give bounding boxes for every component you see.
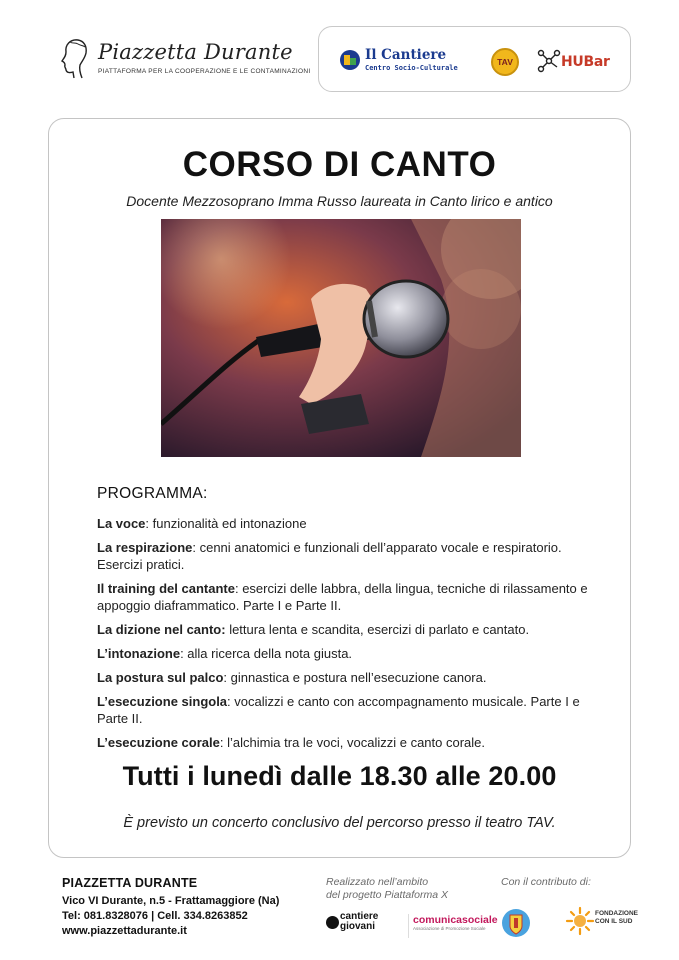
program-item (97, 693, 597, 727)
realized-line-2: del progetto Piattaforma X (326, 889, 448, 901)
program-item-title: La voce (97, 516, 146, 531)
partners-box (318, 26, 631, 92)
program-item (97, 515, 597, 532)
program-item (97, 621, 597, 638)
network-nodes-icon (537, 49, 561, 73)
program-item-title: L’esecuzione corale (97, 735, 220, 750)
address: Vico VI Durante, n.5 - Frattamaggiore (Na) (62, 895, 280, 907)
program-item-desc: : alla ricerca della nota giusta. (180, 646, 353, 661)
org-name: PIAZZETTA DURANTE (62, 876, 198, 890)
program-item (97, 669, 597, 686)
brand-header (56, 36, 311, 84)
website-link[interactable]: www.piazzettadurante.it (62, 925, 187, 937)
comunica-sociale-logo (408, 914, 498, 938)
cantiere-name: Il Cantiere (365, 47, 447, 63)
cantiere-giovani-dot-icon (326, 916, 339, 929)
tav-logo: TAV (491, 48, 519, 76)
program-item (97, 734, 597, 751)
program-item-title: La dizione nel canto: (97, 622, 226, 637)
program-item-title: La respirazione (97, 540, 193, 555)
program-section (97, 485, 597, 758)
fondazione-line-2: CON IL SUD (595, 918, 633, 925)
program-item-desc: : l’alchimia tra le voci, vocalizzi e canto corale. (219, 735, 486, 750)
composer-profile-logo-icon (56, 36, 94, 80)
cantiere-giovani-text (340, 912, 378, 932)
schedule-line: Tutti i lunedì dalle 18.30 alle 20.00 (122, 761, 557, 791)
cantiere-giovani-line-2: giovani (340, 921, 376, 932)
fondazione-con-il-sud-logo (565, 906, 641, 940)
program-item-desc: : ginnastica e postura nell’esecuzione canora. (223, 670, 487, 685)
program-item-title: L’esecuzione singola (97, 694, 228, 709)
program-item-desc: : esercizi delle labbra, della lingua, tecniche di rilassamento e appoggio diaframmatico. Parte I e Parte II. (97, 581, 588, 613)
realized-line-1: Realizzato nell’ambito (326, 876, 429, 888)
program-item-desc: : funzionalità ed intonazione (145, 516, 307, 531)
program-item-desc: : cenni anatomici e funzionali dell’apparato vocale e respiratorio. Esercizi pratici. (97, 540, 562, 572)
cantiere-logo (339, 47, 489, 77)
program-item (97, 580, 597, 614)
program-item-desc: : vocalizzi e canto con accompagnamento musicale. Parte I e Parte II. (97, 694, 580, 726)
contribution-label: Con il contributo di: (501, 876, 591, 888)
program-item-desc: lettura lenta e scandita, esercizi di parlato e cantato. (225, 622, 530, 637)
microphone-photo (161, 219, 521, 457)
phone-numbers: Tel: 081.8328076 | Cell. 334.8263852 (62, 910, 248, 922)
contributor-block (501, 876, 641, 925)
cantiere-giovani-line-1: cantiere (340, 911, 379, 922)
project-logos (326, 912, 496, 936)
program-item-title: La postura sul palco (97, 670, 224, 685)
hubar-logo (537, 49, 617, 75)
program-item-title: L’intonazione (97, 646, 181, 661)
comunica-sociale-name: comunicasociale (413, 914, 498, 926)
cantiere-giovani-logo (326, 912, 396, 936)
program-heading: PROGRAMMA: (97, 485, 208, 502)
brand-name: Piazzetta Durante (98, 40, 293, 64)
program-item (97, 645, 597, 662)
cantiere-emblem-icon (339, 49, 361, 71)
teacher-subtitle: Docente Mezzosoprano Imma Russo laureata in Canto lirico e antico (126, 193, 553, 209)
hubar-name: HUBar (561, 54, 610, 70)
contact-block (62, 876, 312, 939)
concert-note: È previsto un concerto conclusivo del percorso presso il teatro TAV. (123, 815, 556, 831)
sun-icon (565, 906, 595, 936)
brand-tagline: PIATTAFORMA PER LA COOPERAZIONE E LE CONTAMINAZIONI (98, 68, 311, 75)
course-card (48, 118, 631, 858)
cantiere-subtitle: Centro Socio-Culturale (365, 64, 458, 72)
program-item (97, 539, 597, 573)
program-item-title: Il training del cantante (97, 581, 235, 596)
project-block (326, 876, 498, 932)
fondazione-line-1: FONDAZIONE (595, 910, 638, 917)
comunica-sociale-sub: Associazione di Promozione Sociale (413, 926, 486, 931)
page-title: CORSO DI CANTO (182, 145, 497, 184)
fondazione-text (595, 910, 638, 926)
municipal-crest-icon (501, 906, 531, 940)
